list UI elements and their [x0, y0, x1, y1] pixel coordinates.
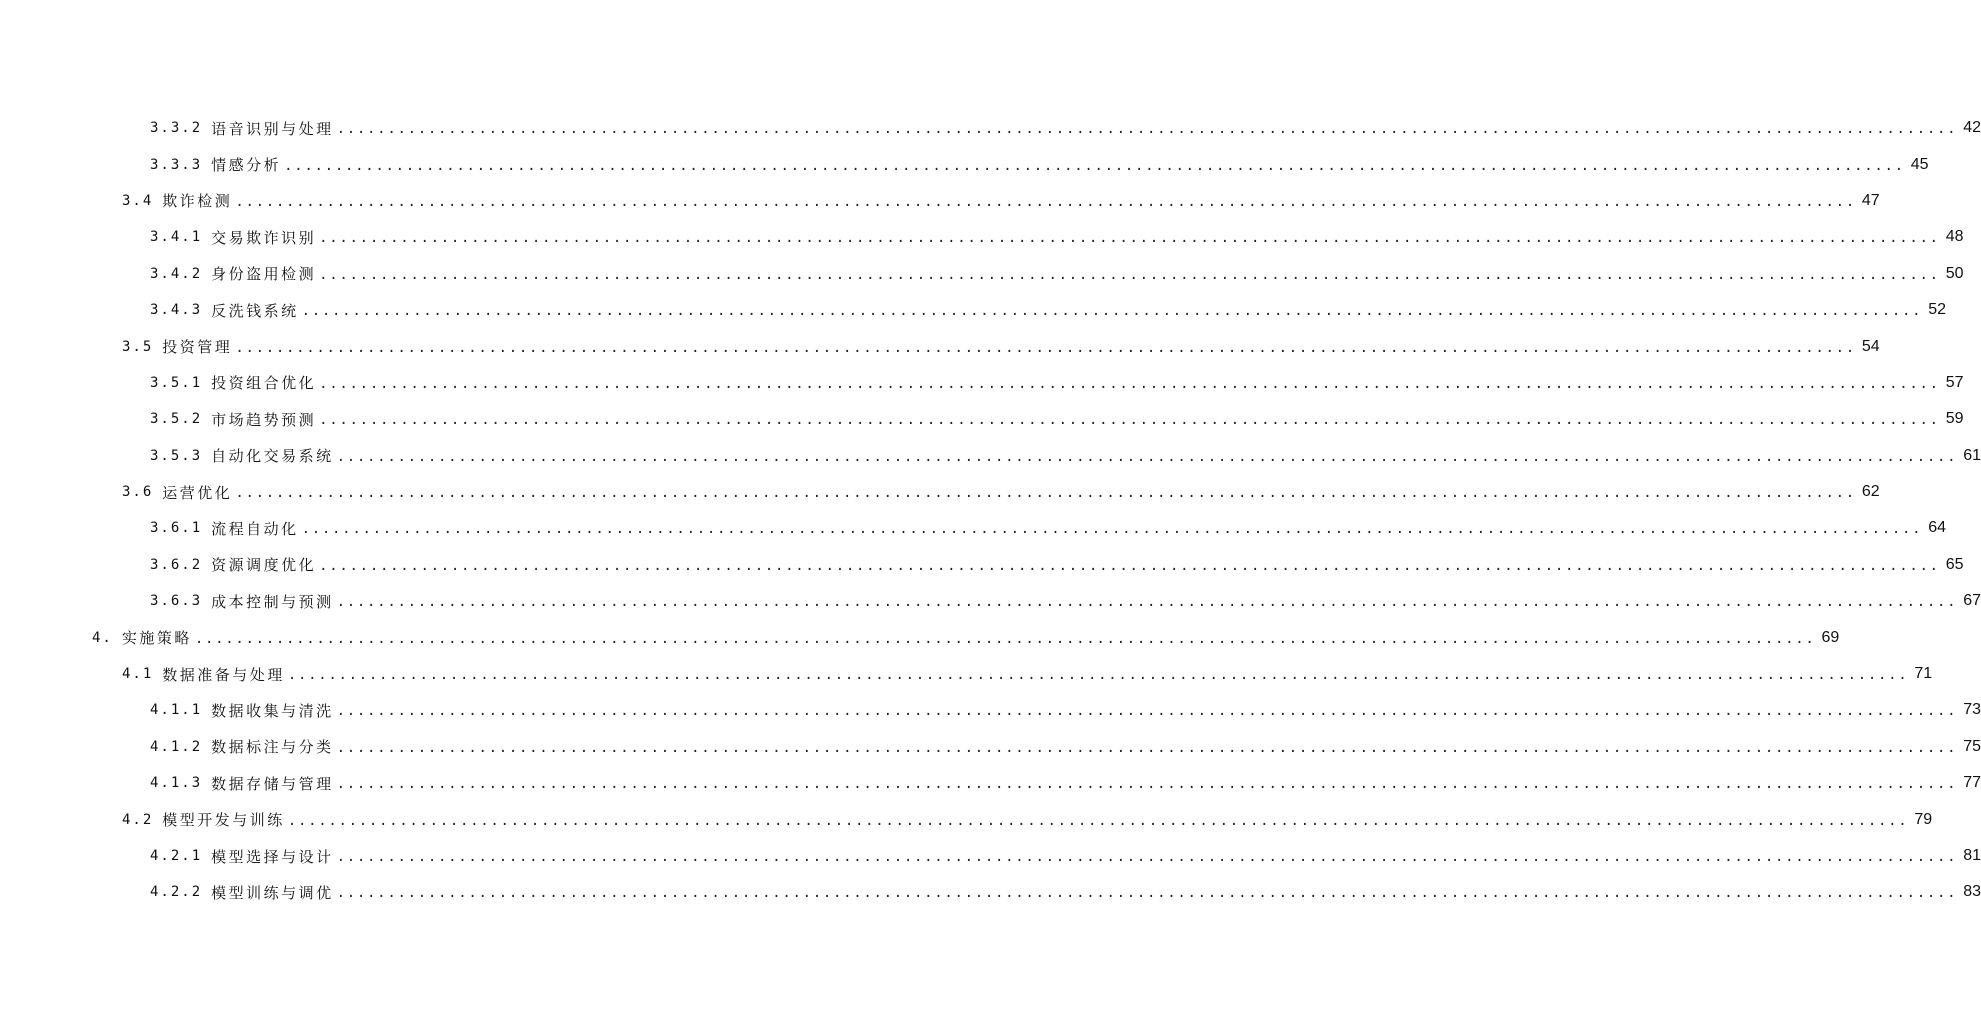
toc-dot-leader: ................................................................................................................................................................: [336, 739, 1958, 756]
toc-entry-page-number: 52: [1928, 301, 1947, 319]
toc-entry[interactable]: [0, 692, 1981, 728]
toc-dot-leader: ................................................................................................................................................................: [319, 230, 1940, 247]
toc-entry[interactable]: [0, 365, 1964, 401]
toc-entry-title: 数据收集与清洗: [211, 701, 334, 720]
toc-entry[interactable]: [0, 183, 1880, 219]
toc-entry-page-number: 64: [1928, 519, 1947, 537]
toc-entry[interactable]: [0, 656, 1933, 692]
toc-entry-number: 4.1: [122, 666, 154, 683]
toc-entry[interactable]: [0, 801, 1933, 837]
toc-dot-leader: ................................................................................................................................................................: [319, 557, 1940, 574]
toc-entry[interactable]: [0, 328, 1880, 364]
toc-entry-page-number: 75: [1963, 737, 1981, 755]
toc-dot-leader: ................................................................................................................................................................: [336, 885, 1958, 902]
toc-entry-page-number: 62: [1861, 483, 1880, 501]
toc-entry[interactable]: [0, 146, 1929, 182]
toc-entry[interactable]: [0, 838, 1981, 874]
toc-entry-title: 情感分析: [211, 156, 282, 175]
toc-entry-page-number: 61: [1963, 446, 1981, 464]
toc-entry-number: 4.2: [122, 811, 154, 828]
toc-entry-page-number: 42: [1963, 119, 1981, 137]
toc-entry-title: 数据标注与分类: [211, 738, 334, 757]
toc-entry[interactable]: [0, 619, 1840, 655]
toc-entry-page-number: 50: [1945, 264, 1964, 282]
toc-entry[interactable]: [0, 401, 1964, 437]
toc-entry-number: 3.6.2: [150, 556, 203, 573]
toc-entry-title: 交易欺诈识别: [211, 228, 317, 247]
toc-entry-page-number: 73: [1963, 701, 1981, 719]
toc-entry-title: 流程自动化: [211, 519, 299, 538]
toc-entry[interactable]: [0, 110, 1981, 146]
toc-entry[interactable]: [0, 874, 1981, 910]
toc-entry[interactable]: [0, 219, 1964, 255]
toc-dot-leader: ................................................................................................................................................................: [235, 193, 1856, 210]
toc-entry-title: 实施策略: [121, 629, 192, 648]
toc-entry-number: 3.5.3: [150, 447, 203, 464]
toc-entry-number: 3.4.3: [150, 302, 203, 319]
toc-entry-page-number: 59: [1945, 410, 1964, 428]
toc-entry[interactable]: [0, 474, 1880, 510]
toc-entry-title: 反洗钱系统: [211, 301, 299, 320]
toc-dot-leader: ................................................................................................................................................................: [336, 121, 1958, 138]
toc-entry-number: 3.5: [122, 338, 154, 355]
toc-entry-page-number: 71: [1914, 665, 1933, 683]
toc-entry-number: 4.2.1: [150, 848, 203, 864]
toc-dot-leader: ................................................................................................................................................................: [301, 521, 1923, 538]
toc-entry-number: 4.1.3: [150, 775, 203, 792]
toc-entry-number: 4.: [92, 629, 113, 646]
toc-entry-page-number: 83: [1963, 883, 1981, 901]
toc-dot-leader: ................................................................................................................................................................: [287, 812, 1909, 829]
toc-dot-leader: ................................................................................................................................................................: [319, 412, 1940, 429]
toc-entry-title: 模型选择与设计: [211, 847, 334, 866]
toc-entry-title: 资源调度优化: [211, 556, 317, 575]
toc-entry-page-number: 54: [1861, 337, 1880, 355]
toc-entry-number: 4.2.2: [150, 884, 203, 901]
toc-entry-title: 模型训练与调优: [211, 883, 334, 902]
toc-entry[interactable]: [0, 292, 1947, 328]
toc-entry-number: 3.6.1: [150, 520, 203, 537]
toc-entry-title: 模型开发与训练: [162, 811, 285, 830]
toc-dot-leader: ................................................................................................................................................................: [336, 448, 1958, 465]
toc-entry-page-number: 77: [1963, 774, 1981, 792]
toc-entry-page-number: 48: [1945, 228, 1964, 246]
toc-entry-number: 3.5.2: [150, 411, 203, 428]
toc-entry-title: 欺诈检测: [162, 192, 233, 211]
toc-entry-number: 3.6.3: [150, 593, 203, 610]
toc-entry-page-number: 81: [1963, 847, 1981, 864]
toc-entry-page-number: 79: [1914, 810, 1933, 828]
toc-entry-number: 3.5.1: [150, 374, 203, 391]
toc-entry-title: 市场趋势预测: [211, 410, 317, 429]
toc-entry-title: 投资组合优化: [211, 374, 317, 393]
toc-entry-page-number: 65: [1945, 555, 1964, 573]
toc-entry-page-number: 47: [1861, 191, 1880, 209]
toc-entry[interactable]: [0, 765, 1981, 801]
toc-dot-leader: ................................................................................................................................................................: [319, 375, 1940, 392]
toc-entry-title: 身份盗用检测: [211, 265, 317, 284]
toc-dot-leader: ................................................................................................................................................................: [336, 849, 1958, 865]
toc-entry-number: 4.1.2: [150, 738, 203, 755]
toc-entry[interactable]: [0, 729, 1981, 765]
toc-entry-title: 数据存储与管理: [211, 774, 334, 793]
toc-dot-leader: ................................................................................................................................................................: [284, 157, 1905, 174]
toc-dot-leader: ................................................................................................................................................................: [235, 339, 1856, 356]
toc-dot-leader: ................................................................................................................................................................: [287, 667, 1909, 684]
toc-entry[interactable]: [0, 438, 1981, 474]
toc-entry-page-number: 57: [1945, 373, 1964, 391]
toc-dot-leader: ................................................................................................................................................................: [336, 703, 1958, 720]
toc-dot-leader: ................................................................................................................................................................: [235, 485, 1856, 502]
toc-entry[interactable]: [0, 547, 1964, 583]
toc-entry[interactable]: [0, 583, 1981, 619]
toc-entry-title: 语音识别与处理: [211, 119, 334, 138]
toc-entry-number: 3.3.2: [150, 120, 203, 137]
toc-dot-leader: ................................................................................................................................................................: [336, 594, 1958, 611]
toc-entry-title: 运营优化: [162, 483, 233, 502]
toc-entry-title: 投资管理: [162, 338, 233, 357]
toc-entry-number: 3.4.1: [150, 229, 203, 246]
toc-entry-number: 3.4: [122, 192, 154, 209]
toc-dot-leader: ................................................................................................................................................................: [194, 630, 1816, 647]
toc-entry-page-number: 69: [1821, 628, 1840, 646]
toc-dot-leader: ................................................................................................................................................................: [301, 303, 1923, 320]
toc-dot-leader: ................................................................................................................................................................: [336, 776, 1958, 793]
toc-entry-number: 3.3.3: [150, 156, 203, 173]
toc-entry-number: 3.6: [122, 484, 154, 501]
toc-entry-number: 3.4.2: [150, 265, 203, 282]
toc-entry-page-number: 67: [1963, 592, 1981, 610]
toc-entry-title: 数据准备与处理: [162, 665, 285, 684]
toc-entry[interactable]: [0, 510, 1947, 546]
toc-entry[interactable]: [0, 256, 1964, 292]
table-of-contents: [0, 110, 1981, 911]
toc-entry-title: 成本控制与预测: [211, 592, 334, 611]
toc-entry-number: 4.1.1: [150, 702, 203, 719]
toc-entry-title: 自动化交易系统: [211, 447, 334, 466]
toc-entry-page-number: 45: [1910, 155, 1929, 173]
toc-dot-leader: ................................................................................................................................................................: [319, 266, 1940, 283]
